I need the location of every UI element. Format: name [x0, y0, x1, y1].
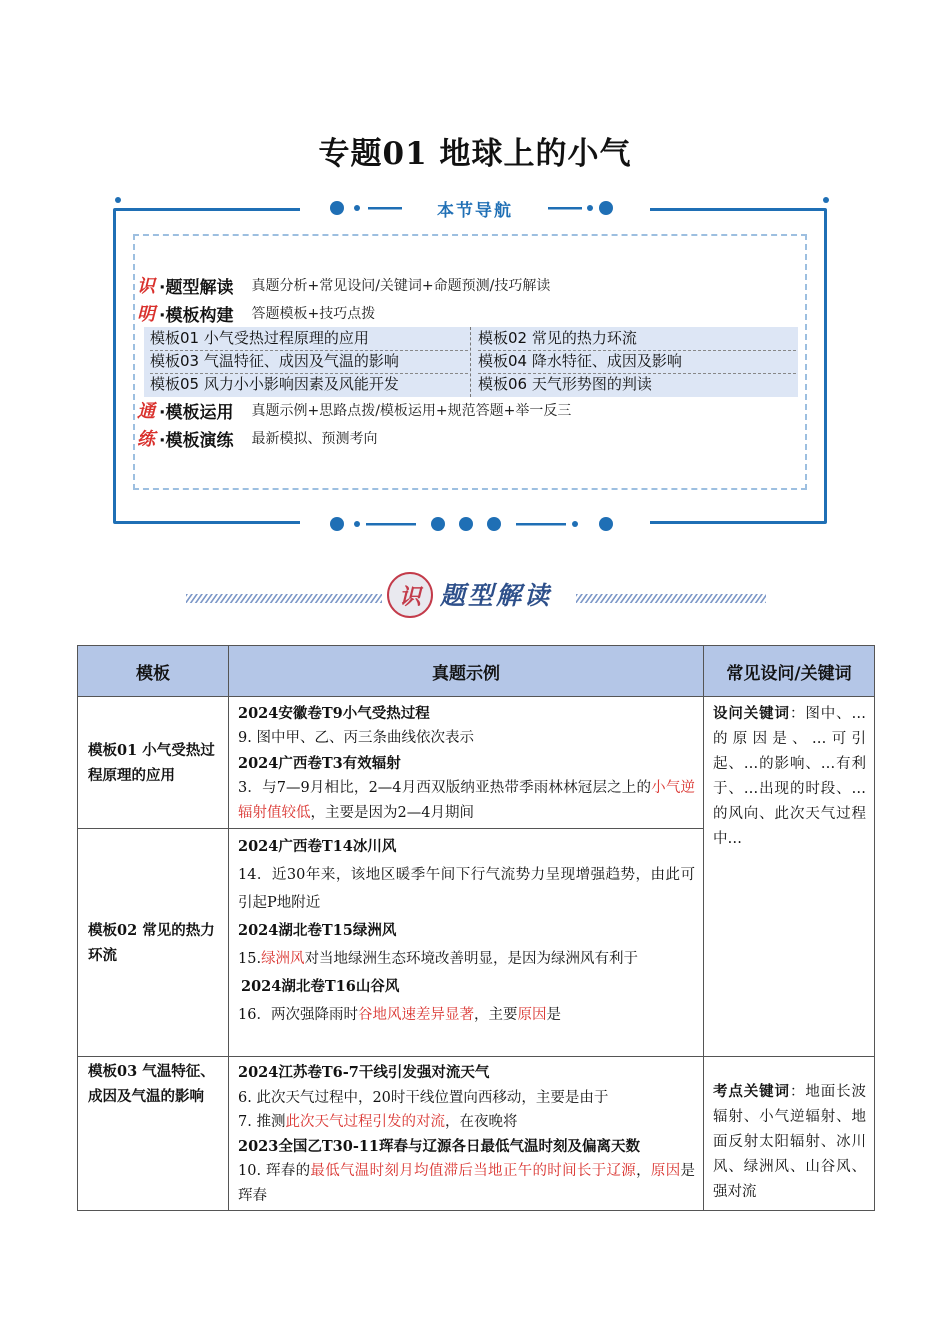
nav-row-label: ·模板构建 [159, 305, 234, 326]
question-text: 3．与7—9月相比，2—4月西双版纳亚热带季雨林林冠层之上的 [238, 780, 652, 796]
nav-row-desc: 真题示例+思路点拨/模板运用+规范答题+举一反三 [251, 403, 572, 419]
question-keyword: 绿洲风 [261, 951, 305, 967]
banner-title: 题型解读 [440, 581, 553, 610]
question-keyword: 原因 [650, 1163, 681, 1179]
example-heading: 2024江苏卷T6-7干线引发强对流天气 [238, 1064, 490, 1081]
nav-row-4 [137, 425, 377, 451]
nav-row-label: ·题型解读 [159, 277, 234, 298]
nav-row-desc: 答题模板+技巧点拨 [251, 306, 376, 322]
nav-heading: 本节导航 [437, 201, 513, 221]
point-keywords-cell [704, 1057, 875, 1211]
banner-seal-icon: 识 [387, 572, 433, 618]
question-text: 16．两次强降雨时 [238, 1007, 358, 1023]
question-text: ，主要是因为2—4月期间 [310, 805, 474, 821]
nav-row-1 [137, 272, 550, 298]
banner-right-stripes-icon [576, 594, 766, 603]
example-heading: 2023全国乙T30-11珲春与辽源各日最低气温时刻及偏离天数 [238, 1137, 641, 1155]
nav-row-char: 练 [137, 429, 155, 450]
nav-row-label: ·模板演练 [159, 430, 234, 451]
question-keyword: 谷地风速差异显著 [357, 1007, 474, 1023]
example-cell [229, 697, 704, 829]
nav-row-char: 通 [137, 401, 155, 422]
nav-row-char: 明 [137, 304, 155, 325]
table-header: 模板 [78, 646, 229, 697]
question-text: ，主要 [473, 1007, 518, 1023]
template-item: 模板02 常见的热力环流 [478, 327, 796, 351]
question-keyword: 小气逆辐射值较低 [238, 780, 696, 821]
question-text: ，在夜晚将 [444, 1114, 518, 1130]
question-text: ， [636, 1163, 651, 1179]
template-item: 模板04 降水特征、成因及影响 [478, 350, 796, 374]
question-text: 7. 推测 [238, 1114, 286, 1130]
question-keywords-cell [704, 697, 875, 1057]
keywords-label: 设问关键词 [713, 705, 790, 722]
keywords-text: ：地面长波辐射、小气逆辐射、地面反射太阳辐射、冰川风、绿洲风、山谷风、强对流 [713, 1084, 867, 1200]
nav-row-label: ·模板运用 [159, 402, 234, 423]
template-item: 模板06 天气形势图的判读 [478, 375, 652, 393]
template-name: 模板01 小气受热过程原理的应用 [78, 697, 229, 829]
example-cell [229, 1057, 704, 1211]
nav-row-2 [137, 300, 375, 326]
nav-row-char: 识 [137, 276, 155, 297]
example-heading: 2024湖北卷T15绿洲风 [238, 922, 397, 939]
question-text: 是珲春 [238, 1163, 696, 1204]
table-header: 常见设问/关键词 [704, 646, 875, 697]
template-name: 模板02 常见的热力环流 [78, 829, 229, 1057]
question-keyword: 此次天气过程引发的对流 [285, 1114, 445, 1130]
template-item: 模板05 风力小小影响因素及风能开发 [150, 375, 399, 393]
question-keyword: 最低气温时刻月均值滞后当地正午的时间长于辽源 [310, 1163, 637, 1179]
example-question [238, 776, 695, 826]
example-heading: 2024广西卷T14冰川风 [238, 838, 397, 855]
banner-left-stripes-icon [186, 594, 382, 603]
nav-row-desc: 真题分析+常见设问/关键词+命题预测/技巧解读 [251, 278, 551, 294]
template-item: 模板03 气温特征、成因及气温的影响 [150, 350, 468, 374]
example-question [238, 1110, 695, 1135]
example-heading: 2024湖北卷T16山谷风 [241, 978, 400, 995]
example-cell [229, 829, 704, 1057]
template-name: 模板03 气温特征、成因及气温的影响 [78, 1057, 229, 1211]
example-question [238, 1159, 695, 1208]
nav-row-3 [137, 397, 571, 423]
template-table [77, 645, 875, 1211]
page-title: 专题01 地球上的小气 [318, 136, 632, 172]
example-question [238, 945, 695, 973]
example-question: 14．近30年来，该地区暖季午间下行气流势力呈现增强趋势，由此可引起P地附近 [238, 867, 695, 911]
question-keyword: 原因 [517, 1007, 547, 1023]
nav-row-desc: 最新模拟、预测考向 [251, 431, 378, 447]
table-row [78, 697, 875, 829]
question-text: 15. [238, 951, 262, 967]
keywords-label: 考点关键词 [713, 1083, 790, 1100]
table-header-row [78, 646, 875, 697]
question-text: 是 [546, 1007, 561, 1023]
example-question [238, 1001, 695, 1029]
example-question: 9. 图中甲、乙、丙三条曲线依次表示 [238, 730, 474, 746]
example-heading: 2024广西卷T3有效辐射 [238, 755, 401, 772]
template-grid-divider [470, 327, 471, 397]
example-heading: 2024安徽卷T9小气受热过程 [238, 705, 430, 722]
table-row [78, 1057, 875, 1211]
question-text: 对当地绿洲生态环境改善明显，是因为绿洲风有利于 [304, 951, 639, 967]
question-text: 10. 珲春的 [238, 1163, 311, 1179]
template-item: 模板01 小气受热过程原理的应用 [150, 327, 468, 351]
table-header: 真题示例 [229, 646, 704, 697]
example-question: 6. 此次天气过程中，20时干线位置向西移动，主要是由于 [238, 1089, 609, 1106]
keywords-text: ：图中、…的原因是、…可引起、…的影响、…有利于、…出现的时段、…的风向、此次天气过程中… [713, 706, 867, 847]
